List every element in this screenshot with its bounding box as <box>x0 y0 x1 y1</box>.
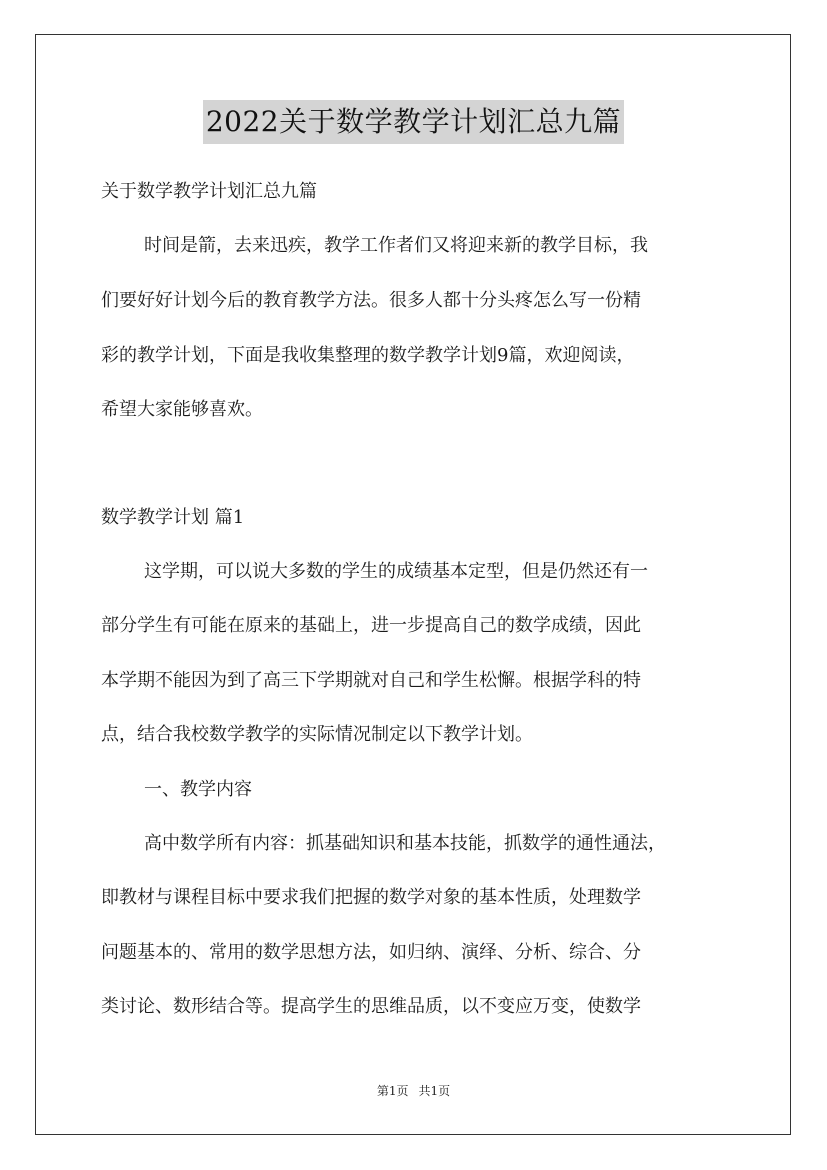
paragraph-line: 这学期，可以说大多数的学生的成绩基本定型，但是仍然还有一 <box>144 561 648 582</box>
paragraph-line: 彩的教学计划，下面是我收集整理的数学教学计划9篇，欢迎阅读， <box>101 345 635 366</box>
page-footer <box>0 1082 827 1100</box>
subsection-heading: 一、教学内容 <box>144 779 252 800</box>
paragraph-line: 部分学生有可能在原来的基础上，进一步提高自己的数学成绩，因此 <box>101 615 641 636</box>
paragraph-line: 点，结合我校数学教学的实际情况制定以下教学计划。 <box>101 724 533 745</box>
page-number: 第1页 <box>376 1084 409 1098</box>
document-title: 2022关于数学教学计划汇总九篇 <box>203 100 624 144</box>
paragraph-line: 高中数学所有内容：抓基础知识和基本技能，抓数学的通性通法， <box>144 833 666 854</box>
page-total: 共1页 <box>418 1084 451 1098</box>
paragraph-line: 问题基本的、常用的数学思想方法，如归纳、演绎、分析、综合、分 <box>101 942 641 963</box>
subtitle-line: 关于数学教学计划汇总九篇 <box>101 181 317 202</box>
title-container <box>0 100 827 144</box>
paragraph-line: 希望大家能够喜欢。 <box>101 399 263 420</box>
paragraph-line: 本学期不能因为到了高三下学期就对自己和学生松懈。根据学科的特 <box>101 670 641 691</box>
paragraph-line: 时间是箭，去来迅疾，教学工作者们又将迎来新的教学目标，我 <box>144 235 648 256</box>
section-heading: 数学教学计划 篇1 <box>101 507 245 528</box>
paragraph-line: 即教材与课程目标中要求我们把握的数学对象的基本性质，处理数学 <box>101 887 641 908</box>
paragraph-line: 们要好好计划今后的教育教学方法。很多人都十分头疼怎么写一份精 <box>101 290 641 311</box>
paragraph-line: 类讨论、数形结合等。提高学生的思维品质，以不变应万变，使数学 <box>101 996 641 1017</box>
